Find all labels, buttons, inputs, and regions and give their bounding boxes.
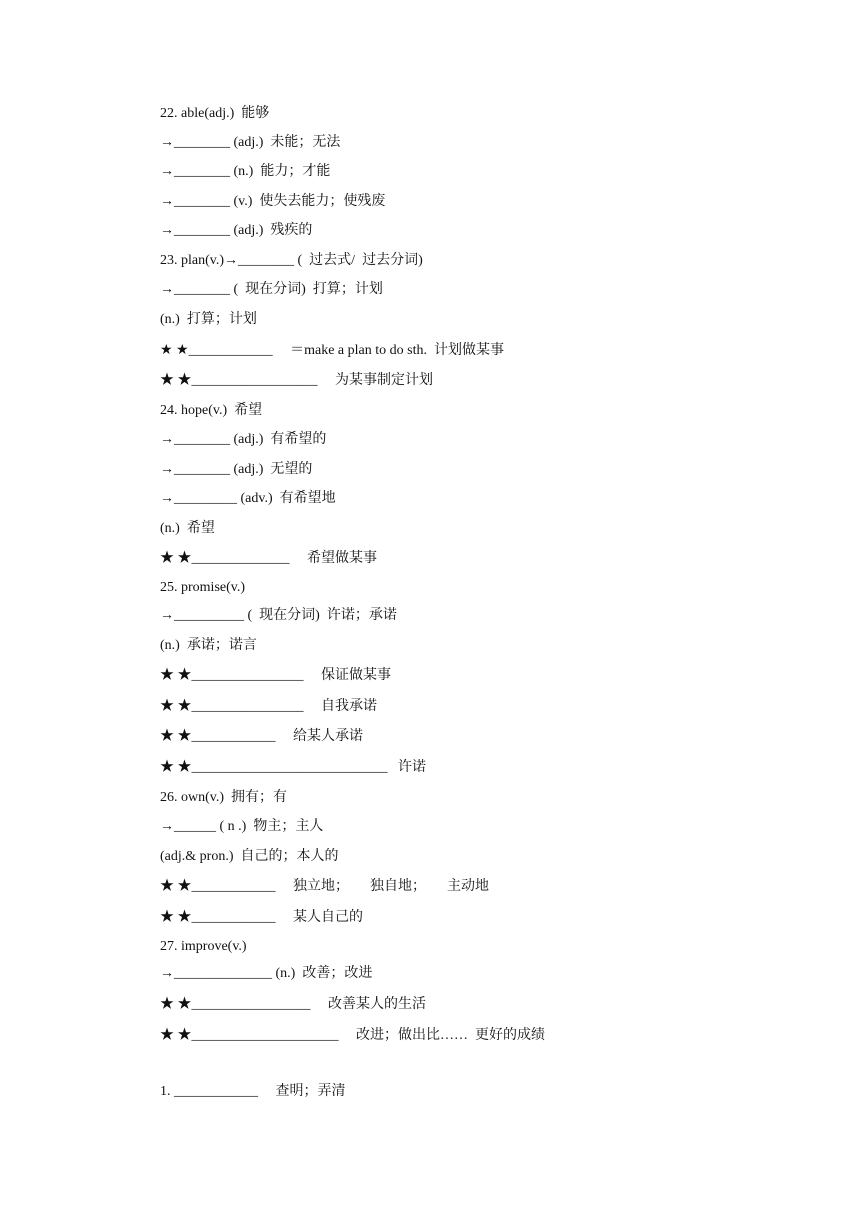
vocab-line: ★ ★__________________ 为某事制定计划 xyxy=(160,373,433,388)
vocab-line: ★ ★_____________________ 改进；做出比…… 更好的成绩 xyxy=(160,1028,545,1043)
vocab-line: (n.) 承诺；诺言 xyxy=(160,638,257,653)
vocab-line: ★ ★_________________ 改善某人的生活 xyxy=(160,997,426,1012)
vocab-line: 27. improve(v.) xyxy=(160,939,247,954)
vocab-line: →______________ (n.) 改善；改进 xyxy=(160,966,373,981)
vocab-line: (adj.& pron.) 自己的；本人的 xyxy=(160,849,339,864)
vocab-line: (n.) 打算；计划 xyxy=(160,312,257,327)
vocab-line: ★ ★________________ 保证做某事 xyxy=(160,668,391,683)
vocab-line: →________ (adj.) 有希望的 xyxy=(160,432,327,447)
vocab-line: 23. plan(v.)→________ ( 过去式/ 过去分词) xyxy=(160,253,423,268)
vocab-line: ★ ★____________ 独立地； 独自地； 主动地 xyxy=(160,879,489,894)
vocab-line: ★ ★____________ 给某人承诺 xyxy=(160,729,363,744)
vocab-line: 25. promise(v.) xyxy=(160,580,246,595)
vocab-line: ★ ★________________ 自我承诺 xyxy=(160,699,377,714)
vocab-line: →________ (v.) 使失去能力；使残废 xyxy=(160,194,386,209)
vocab-line: ★ ★____________________________ 许诺 xyxy=(160,760,426,775)
vocab-line: ★ ★______________ 希望做某事 xyxy=(160,551,377,566)
vocab-line: →________ ( 现在分词) 打算；计划 xyxy=(160,282,383,297)
vocab-line: (n.) 希望 xyxy=(160,521,215,536)
vocab-line: ★ ★____________ ＝make a plan to do sth. 计划做某事 xyxy=(160,343,504,358)
vocab-line: →________ (adj.) 无望的 xyxy=(160,462,313,477)
vocab-line: →______ ( n .) 物主；主人 xyxy=(160,819,324,834)
vocab-line: →________ (n.) 能力；才能 xyxy=(160,164,331,179)
vocab-line: 22. able(adj.) 能够 xyxy=(160,106,270,121)
vocab-line: →__________ ( 现在分词) 许诺；承诺 xyxy=(160,608,397,623)
vocab-line: 1. ____________ 查明；弄清 xyxy=(160,1084,346,1099)
vocab-line: →________ (adj.) 残疾的 xyxy=(160,223,313,238)
vocab-line: →_________ (adv.) 有希望地 xyxy=(160,491,336,506)
vocab-line: →________ (adj.) 未能；无法 xyxy=(160,135,341,150)
vocab-line: 26. own(v.) 拥有；有 xyxy=(160,790,288,805)
vocab-line: 24. hope(v.) 希望 xyxy=(160,403,263,418)
vocab-line: ★ ★____________ 某人自己的 xyxy=(160,910,363,925)
